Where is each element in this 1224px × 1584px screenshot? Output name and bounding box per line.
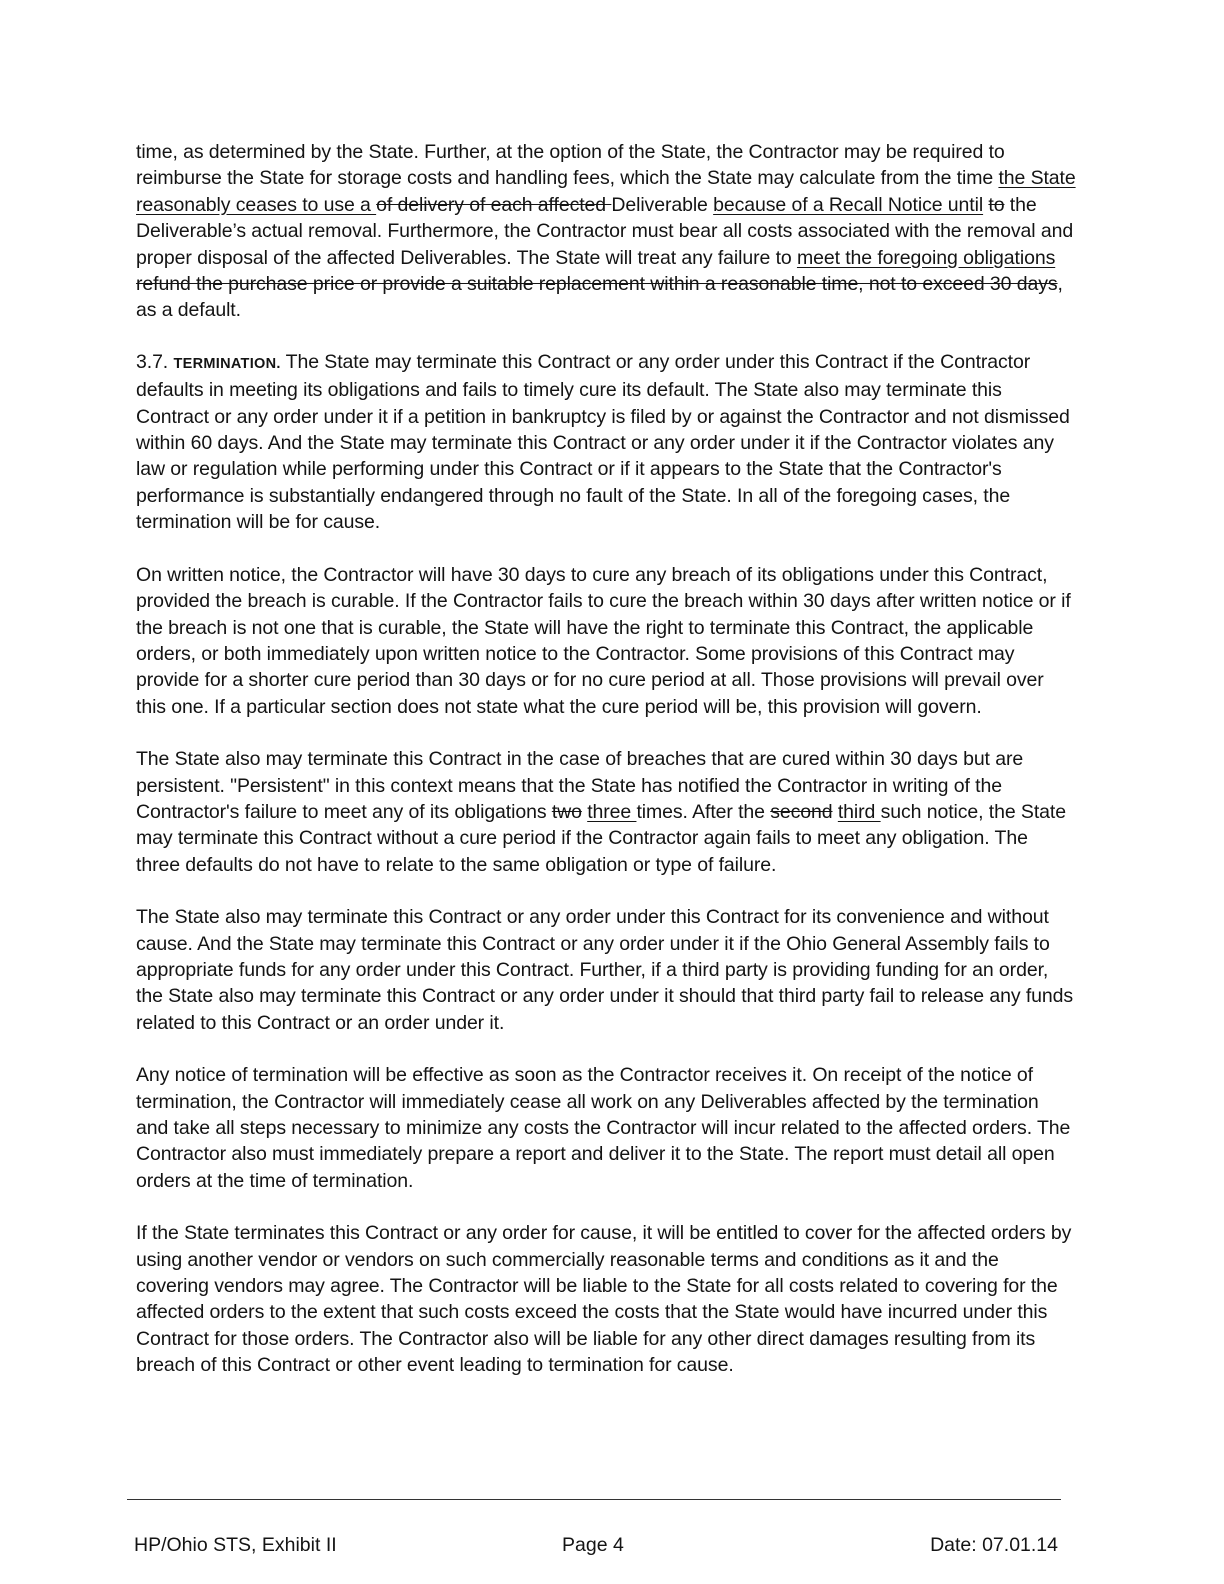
paragraph-persistent-breaches bbox=[136, 746, 1076, 878]
text-run: Deliverable bbox=[611, 193, 714, 216]
deleted-text: second bbox=[770, 800, 833, 823]
paragraph-cover: If the State terminates this Contract or any order for cause, it will be entitled to cover for the affected orders by using another vendor or vendors on such commercially reasonable terms and conditions as it and the covering vendors may agree. The Contractor will be liable to the State for all costs related to covering for the affected orders to the extent that such costs exceed the costs that the State would have incurred under this Contract for those orders. The Contractor also will be liable for any other direct damages resulting from its breach of this Contract or other event leading to termination for cause. bbox=[136, 1222, 1072, 1377]
text-run: , as a default. bbox=[136, 273, 1063, 322]
deleted-text: to bbox=[988, 193, 1005, 216]
paragraph-convenience: The State also may terminate this Contract or any order under this Contract for its convenience and without cause. And the State may terminate this Contract or any order under it if the Ohio General Assembly fails to appropriate funds for any order under this Contract. Further, if a third party is providing funding for an order, the State also may terminate this Contract or any order under it should that third party fail to release any funds related to this Contract or an order under it. bbox=[136, 906, 1074, 1034]
footer-document-name: HP/Ohio STS, Exhibit II bbox=[134, 1534, 337, 1556]
paragraph-notice-of-termination: Any notice of termination will be effective as soon as the Contractor receives it. On receipt of the notice of termination, the Contractor will immediately cease all work on any Deliverables affected by the termination and take all steps necessary to minimize any costs the Contractor will incur related to the affected orders. The Contractor also must immediately prepare a report and deliver it to the State. The report must detail all open orders at the time of termination. bbox=[136, 1064, 1071, 1192]
deleted-text: refund the purchase price or provide a suitable replacement within a reasonable time, not to exceed 30 days bbox=[136, 273, 1058, 296]
document-body bbox=[136, 139, 1076, 1405]
deleted-text: of delivery of each affected bbox=[376, 193, 612, 216]
footer-date: Date: 07.01.14 bbox=[930, 1534, 1058, 1556]
inserted-text: third bbox=[837, 800, 881, 823]
inserted-text: because of a Recall Notice until bbox=[713, 193, 984, 216]
text-run: The State may terminate this Contract or any order under this Contract if the Contractor defaults in meeting its obligations and fails to timely cure its default. The State also may terminate this Contract or any order under it if a petition in bankruptcy is filed by or against the Contractor and not dismissed within 60 days. And the State may terminate this Contract or any order under it if the Contractor violates any law or regulation while performing under this Contract or if it appears to the State that the Contractor's performance is substantially endangered through no fault of the State. In all of the foregoing cases, the termination will be for cause. bbox=[136, 350, 1070, 534]
inserted-text: three bbox=[587, 800, 637, 823]
footer-divider bbox=[127, 1499, 1061, 1500]
section-heading: TERMINATION. bbox=[173, 355, 281, 372]
paragraph-termination bbox=[136, 349, 1076, 536]
section-number: 3.7. bbox=[136, 350, 169, 373]
footer-page-number: Page 4 bbox=[562, 1534, 624, 1556]
deleted-text: two bbox=[551, 800, 582, 823]
paragraph-cure-period: On written notice, the Contractor will have 30 days to cure any breach of its obligations under this Contract, provided the breach is curable. If the Contractor fails to cure the breach within 30 days after written notice or if the breach is not one that is curable, the State will have the right to terminate this Contract, the applicable orders, or both immediately upon written notice to the Contractor. Some provisions of this Contract may provide for a shorter cure period than 30 days or for no cure period at all. Those provisions will prevail over this one. If a particular section does not state what the cure period will be, this provision will govern. bbox=[136, 563, 1071, 718]
paragraph-recall-costs bbox=[136, 139, 1076, 324]
text-run: times. After the bbox=[636, 800, 771, 823]
text-run: time, as determined by the State. Further, at the option of the State, the Contractor may be required to reimburse the State for storage costs and handling fees, which the State may calculate from the time bbox=[136, 141, 1005, 190]
inserted-text: meet the foregoing obligations bbox=[796, 246, 1056, 269]
inserted-text: the State reasonably ceases to use a bbox=[136, 167, 1076, 216]
text-run: such notice, the State may terminate this Contract without a cure period if the Contractor again fails to meet any obligation. The three defaults do not have to relate to the same obligation or type of failure. bbox=[136, 800, 1066, 876]
text-run: The State also may terminate this Contract in the case of breaches that are cured within 30 days but are persistent. "Persistent" in this context means that the State has notified the Contractor in writing of the Contractor's failure to meet any of its obligations bbox=[136, 748, 1024, 823]
text-run: the Deliverable’s actual removal. Furthermore, the Contractor must bear all costs associated with the removal and proper disposal of the affected Deliverables. The State will treat any failure to bbox=[136, 193, 1074, 269]
